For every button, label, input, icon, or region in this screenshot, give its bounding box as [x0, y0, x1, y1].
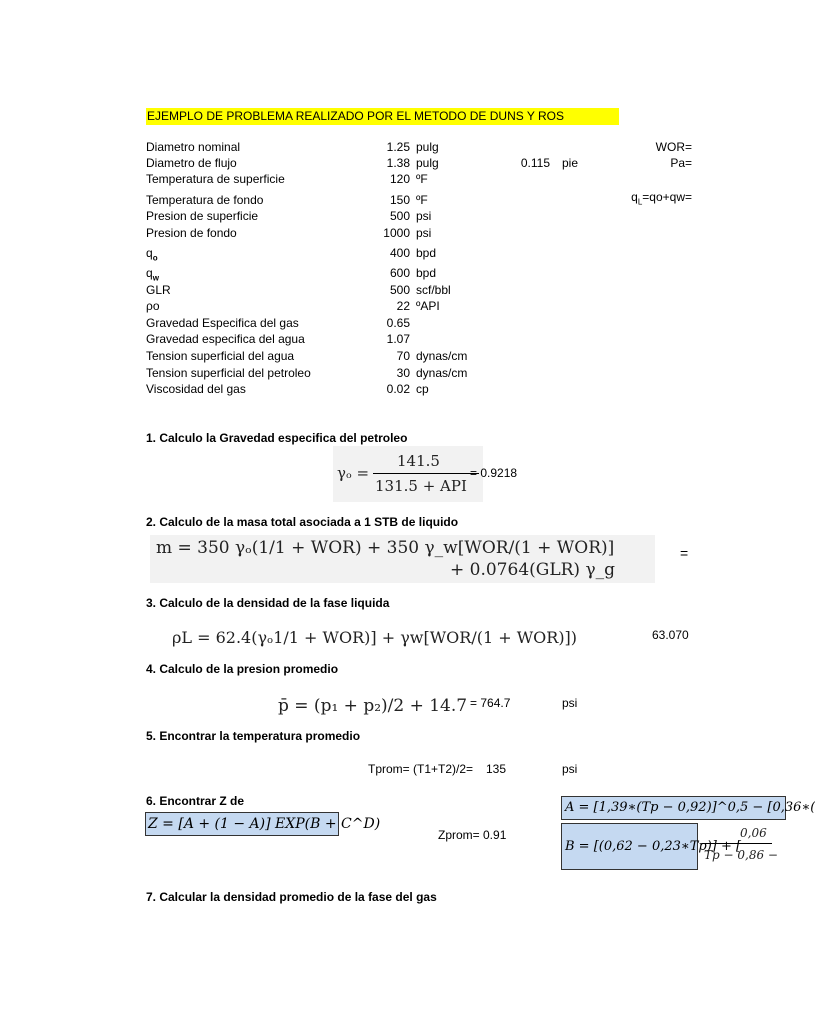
flow-diameter-ft-value: 0.115 — [520, 156, 550, 170]
param-unit: ºF — [416, 193, 428, 207]
step-1-title: 1. Calculo la Gravedad especifica del petroleo — [146, 431, 408, 445]
param-value: 22 — [396, 299, 410, 313]
param-label — [146, 266, 159, 282]
avg-pressure-formula: p̄ = (p₁ + p₂)/2 + 14.7 — [278, 696, 468, 716]
param-unit: ºF — [416, 172, 428, 186]
param-label — [146, 156, 237, 170]
zprom-value: Zprom= 0.91 — [438, 828, 507, 842]
param-label — [146, 226, 237, 240]
param-label-text: Viscosidad del gas — [146, 382, 246, 396]
param-unit: cp — [416, 382, 429, 396]
param-label-text: Presion de fondo — [146, 226, 237, 240]
b-fraction-bar — [702, 843, 772, 844]
param-label — [146, 140, 240, 154]
param-value: 400 — [389, 246, 410, 260]
pa-label: Pa= — [670, 156, 692, 170]
param-label — [146, 193, 263, 207]
step-1-result: = 0.9218 — [470, 466, 518, 480]
param-label-text: q — [146, 266, 153, 280]
gamma-o-lhs: γₒ = — [337, 464, 370, 482]
param-label — [146, 349, 294, 363]
step-5-result: 135 — [486, 762, 507, 776]
param-label — [146, 283, 171, 297]
param-label-text: GLR — [146, 283, 171, 297]
param-value: 120 — [389, 172, 410, 186]
param-label-text: Presion de superficie — [146, 209, 259, 223]
ql-sub: L — [637, 197, 643, 207]
avg-temp-formula: Tprom= (T1+T2)/2= — [368, 762, 474, 776]
param-unit: scf/bbl — [416, 283, 451, 297]
param-label — [146, 332, 305, 346]
param-unit: bpd — [416, 246, 437, 260]
fraction-denominator: 131.5 + API — [375, 477, 467, 495]
param-label — [146, 366, 311, 380]
param-unit: pulg — [416, 156, 439, 170]
step-2-equals: = — [680, 545, 689, 561]
param-label-text: Diametro nominal — [146, 140, 241, 154]
step-2-formula-box — [150, 535, 655, 583]
liquid-density-formula: ρL = 62.4(γₒ1/1 + WOR)] + γw[WOR/(1 + WOR)]) — [172, 628, 578, 647]
param-label-text: Diametro de flujo — [146, 156, 237, 170]
b-formula-box: B = [(0,62 − 0,23∗Tp)] + [ — [561, 823, 698, 870]
param-value: 1.25 — [386, 140, 410, 154]
param-value: 150 — [389, 193, 410, 207]
step-3-title: 3. Calculo de la densidad de la fase liquida — [146, 596, 390, 610]
param-label-text: Temperatura de superficie — [146, 172, 285, 186]
param-label-subscript: o — [152, 253, 158, 263]
step-4-result: = 764.7 — [470, 696, 511, 710]
param-value: 30 — [396, 366, 410, 380]
step-6-title: 6. Encontrar Z de — [146, 794, 245, 808]
param-label-text: q — [146, 246, 153, 260]
param-unit: dynas/cm — [416, 349, 468, 363]
param-label-text: Gravedad Especifica del gas — [146, 316, 299, 330]
param-value: 1000 — [383, 226, 410, 240]
param-label — [146, 172, 285, 186]
param-label — [146, 209, 258, 223]
param-value: 70 — [396, 349, 410, 363]
mass-formula-line-2: + 0.0764(GLR) γ_g — [450, 560, 616, 580]
step-1-formula-box — [333, 446, 483, 502]
param-unit: pulg — [416, 140, 439, 154]
param-label-text: Tension superficial del agua — [146, 349, 295, 363]
param-label-text: ρo — [146, 299, 160, 313]
param-unit: ºAPI — [416, 299, 440, 313]
b-fraction-numerator: 0,06 — [740, 826, 767, 840]
param-label-text: Tension superficial del petroleo — [146, 366, 311, 380]
b-fraction-denominator: Tp − 0,86 − — [704, 848, 778, 862]
mass-formula-line-1: m = 350 γₒ(1/1 + WOR) + 350 γ_w[WOR/(1 + WOR)] — [156, 538, 615, 558]
param-label — [146, 316, 299, 330]
a-formula-box: A = [1,39∗(Tp − 0,92)]^0,5 − [0,36∗( — [561, 796, 786, 820]
fraction-bar — [373, 473, 479, 474]
ql-prefix: q — [631, 190, 638, 204]
param-label — [146, 246, 158, 262]
param-label-text: Temperatura de fondo — [146, 193, 264, 207]
step-5-unit: psi — [562, 762, 578, 776]
param-value: 500 — [389, 209, 410, 223]
param-label-subscript: w — [152, 273, 159, 283]
step-5-title: 5. Encontrar la temperatura promedio — [146, 729, 361, 743]
param-unit: psi — [416, 226, 432, 240]
document-title: EJEMPLO DE PROBLEMA REALIZADO POR EL METODO DE DUNS Y ROS — [146, 108, 619, 125]
param-label — [146, 299, 160, 313]
param-value: 0.02 — [386, 382, 410, 396]
param-value: 1.07 — [386, 332, 410, 346]
step-4-unit: psi — [562, 696, 578, 710]
ql-label — [631, 190, 692, 206]
step-7-title: 7. Calcular la densidad promedio de la fase del gas — [146, 890, 437, 904]
param-label-text: Gravedad especifica del agua — [146, 332, 305, 346]
param-unit: bpd — [416, 266, 437, 280]
ql-rest: =qo+qw= — [642, 190, 692, 204]
param-unit: psi — [416, 209, 432, 223]
step-3-result: 63.070 — [652, 628, 689, 642]
param-value: 500 — [389, 283, 410, 297]
param-value: 1.38 — [386, 156, 410, 170]
step-2-title: 2. Calculo de la masa total asociada a 1 STB de liquido — [146, 515, 459, 529]
step-4-title: 4. Calculo de la presion promedio — [146, 662, 339, 676]
z-formula-box: Z = [A + (1 − A)] EXP(B + C^D) — [145, 812, 339, 836]
param-label — [146, 382, 246, 396]
flow-diameter-ft-unit: pie — [562, 156, 579, 170]
param-value: 600 — [389, 266, 410, 280]
fraction-numerator: 141.5 — [397, 452, 440, 470]
param-unit: dynas/cm — [416, 366, 468, 380]
param-value: 0.65 — [386, 316, 410, 330]
wor-label: WOR= — [655, 140, 692, 154]
